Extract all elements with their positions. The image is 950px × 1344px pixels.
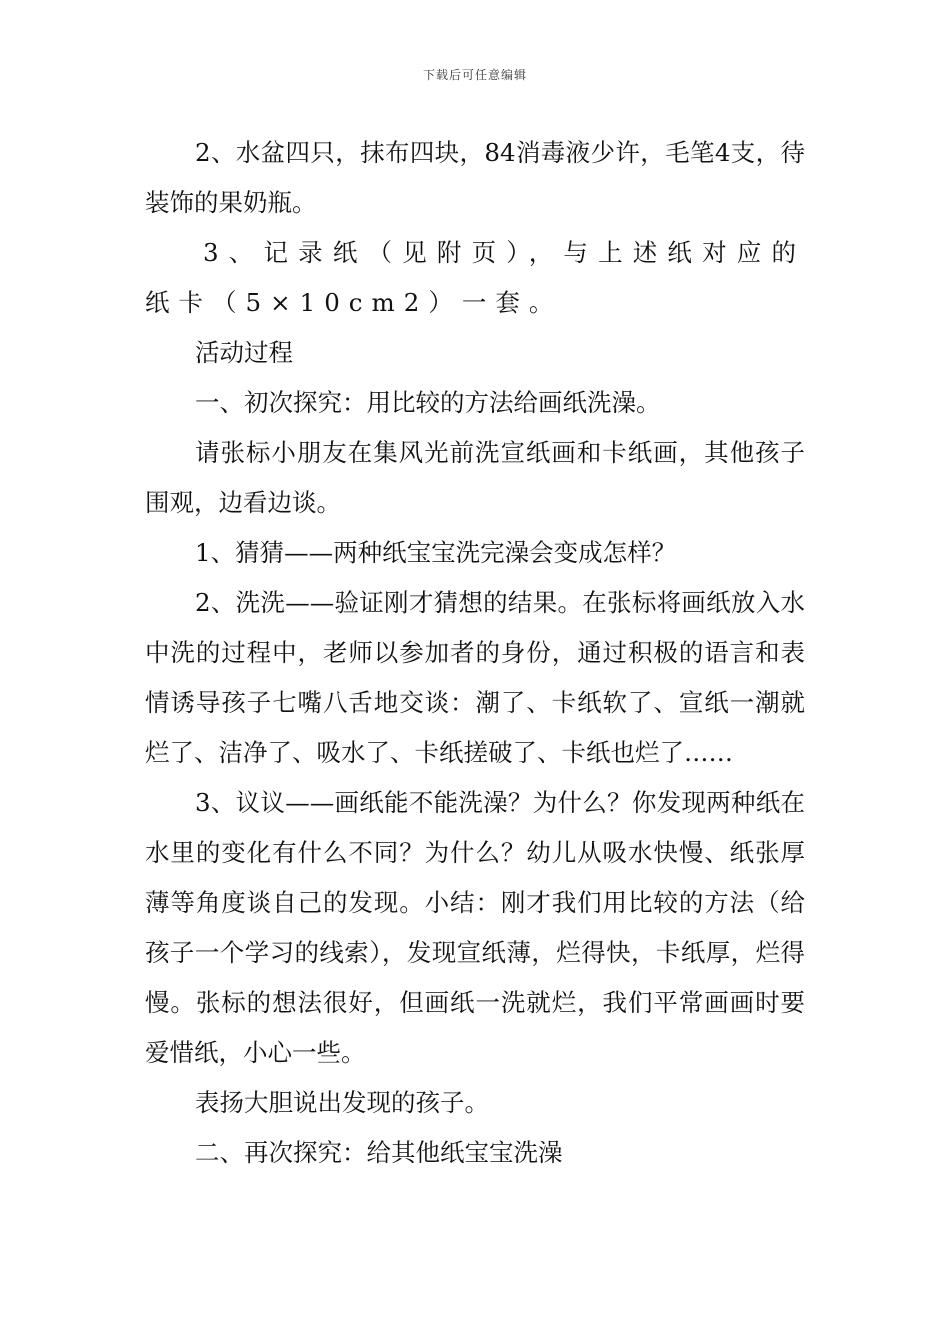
paragraph-step-wash: 2、洗洗——验证刚才猜想的结果。在张标将画纸放入水中洗的过程中，老师以参加者的身份，通过积极的语言和表情诱导孩子七嘴八舌地交谈：潮了、卡纸软了、宣纸一潮就烂了、洁净了、吸水了、卡纸搓破了、卡纸也烂了…… <box>145 588 805 767</box>
paragraph-praise: 表扬大胆说出发现的孩子。 <box>195 1088 489 1117</box>
paragraph-step-discuss: 3、议议——画纸能不能洗澡？为什么？你发现两种纸在水里的变化有什么不同？为什么？幼儿从吸水快慢、纸张厚薄等角度谈自己的发现。小结：刚才我们用比较的方法（给孩子一个学习的线索），发现宣纸薄，烂得快，卡纸厚，烂得慢。张标的想法很好，但画纸一洗就烂，我们平常画画时要爱惜纸，小心一些。 <box>145 788 805 1067</box>
paragraph-materials-3: 3、记录纸（见附页），与上述纸对应的纸卡（5×10cm2）一套。 <box>145 238 805 317</box>
section-heading-first-exploration: 一、初次探究：用比较的方法给画纸洗澡。 <box>195 388 661 417</box>
paragraph-step-guess: 1、猜猜——两种纸宝宝洗完澡会变成怎样？ <box>195 538 677 567</box>
section-heading-second-exploration: 二、再次探究：给其他纸宝宝洗澡 <box>195 1138 563 1167</box>
section-heading-activity-process: 活动过程 <box>195 338 293 367</box>
paragraph-materials-2: 2、水盆四只，抹布四块，84消毒液少许，毛笔4支，待装饰的果奶瓶。 <box>145 138 805 217</box>
page-header-note: 下载后可任意编辑 <box>422 68 527 82</box>
paragraph-demonstration: 请张标小朋友在集风光前洗宣纸画和卡纸画，其他孩子围观，边看边谈。 <box>145 438 805 517</box>
document-body <box>145 128 805 1178</box>
